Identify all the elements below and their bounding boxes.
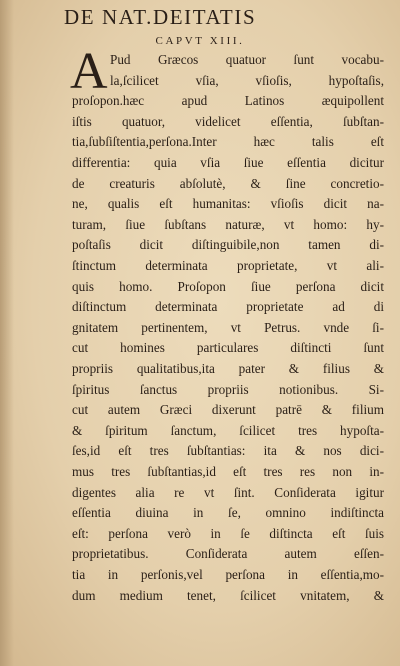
text-line: differentia: quia vſia ſiue eſſentia dicitur — [72, 155, 384, 170]
text-line: ſes,id eſt tres ſubſtantias: ita & nos dici- — [72, 443, 384, 459]
text-line: turam, ſiue ſubſtans naturæ, vt homo: hy- — [72, 216, 384, 232]
text-line: dum medium tenet, ſcilicet vnitatem, & — [72, 587, 384, 603]
text-line: eſſentia diuina in ſe, omnino indiſtincta — [72, 505, 384, 521]
text-line: ne, qualis eſt humanitas: vſioſis dicit na- — [72, 196, 384, 212]
running-head: DE NAT.DEITATIS — [64, 5, 257, 29]
text-line: proſopon.hæc apud Latinos æquipollent — [72, 93, 384, 109]
text-line: digentes alia re vt ſint. Conſiderata igitur — [72, 484, 384, 500]
text-line: iſtis quatuor, videlicet eſſentia, ſubſtan- — [72, 113, 384, 129]
text-line: gnitatem pertinentem, vt Petrus. vnde ſi- — [72, 319, 384, 335]
drop-cap: A — [70, 43, 108, 100]
text-line: Pud Græcos quatuor ſunt vocabu- — [110, 52, 384, 67]
text-line: cut homines particulares diſtincti ſunt — [72, 340, 384, 356]
text-line: ſpiritus ſanctus propriis notionibus. Si- — [72, 381, 384, 397]
text-line: cut autem Græci dixerunt patrē & filium — [72, 402, 384, 418]
text-line: diſtinctum determinata proprietate ad di — [72, 299, 384, 315]
text-line: propriis qualitatibus,ita pater & filius & — [72, 361, 384, 376]
text-line: eſt: perſona verò in ſe diſtincta eſt ſuis — [72, 525, 384, 541]
text-line: la,ſcilicet vſia, vſioſis, hypoſtaſis, — [110, 72, 384, 88]
chapter-heading: CAPVT XIII. — [155, 35, 245, 47]
text-line: & ſpiritum ſanctum, ſcilicet tres hypoſta- — [72, 422, 384, 438]
text-line: poſtaſis dicit diſtinguibile,non tamen di- — [72, 237, 384, 253]
text-line: ſtinctum determinata proprietate, vt ali- — [72, 258, 384, 273]
text-line: quis homo. Proſopon ſiue perſona dicit — [72, 278, 384, 294]
text-line: tia,ſubſiſtentia,perſona.Inter hæc talis eſt — [72, 134, 384, 150]
text-line: de creaturis abſolutè, & ſine concretio- — [72, 175, 384, 191]
text-line: mus tres ſubſtantias,id eſt tres res non in- — [72, 464, 384, 479]
text-line: proprietatibus. Conſiderata autem eſſen- — [72, 546, 384, 562]
page-gutter-shadow — [0, 0, 14, 666]
text-line: tia in perſonis,vel perſona in eſſentia,mo- — [72, 567, 384, 582]
